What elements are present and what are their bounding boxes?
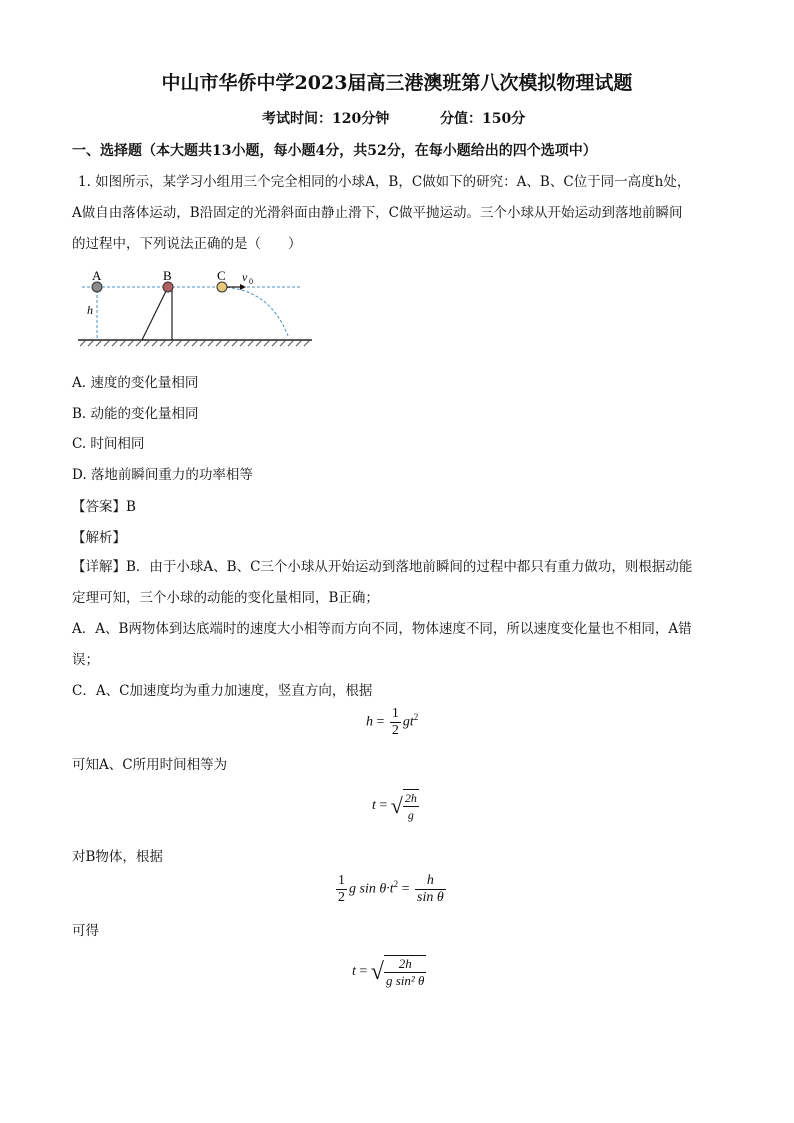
option-c: C. 时间相同 xyxy=(72,436,145,452)
label-b: B xyxy=(163,268,172,283)
ball-a xyxy=(92,282,102,292)
ground-hatching xyxy=(80,340,310,346)
f1-num: 1 xyxy=(391,706,399,721)
formula-b xyxy=(334,873,448,906)
f2-lhs: t xyxy=(372,798,376,814)
label-c: C xyxy=(217,268,226,283)
f4-eq: = xyxy=(359,964,368,980)
label-a: A xyxy=(92,268,102,283)
exam-score: 分值：150分 xyxy=(440,111,526,127)
question-line-3: 的过程中，下列说法正确的是（ ） xyxy=(72,236,302,252)
f3-sup: 2 xyxy=(393,879,399,890)
label-v-sub: 0 xyxy=(249,277,253,286)
f1-sup: 2 xyxy=(413,712,419,723)
formula-t1 xyxy=(372,789,421,823)
explanation-line-5: C．A、C加速度均为重力加速度，竖直方向，根据 xyxy=(72,683,373,699)
label-v: v xyxy=(242,270,248,284)
f4-num: 2h xyxy=(384,956,426,973)
f2-frac xyxy=(403,789,419,823)
explanation-line-4: 误； xyxy=(72,652,99,668)
option-d: D. 落地前瞬间重力的功率相等 xyxy=(72,467,253,483)
explanation-line-1: 【详解】B．由于小球A、B、C三个小球从开始运动到落地前瞬间的过程中都只有重力做功，则根据动能 xyxy=(72,559,693,575)
ball-c xyxy=(217,282,227,292)
sqrt-sign: √ xyxy=(390,793,403,818)
f2-num: 2h xyxy=(404,791,417,805)
f1-lhs: h xyxy=(366,714,373,730)
option-a: A. 速度的变化量相同 xyxy=(72,375,199,391)
projectile-path-c xyxy=(222,287,288,336)
f1-rhs: gt xyxy=(402,714,414,730)
page-title: 中山市华侨中学2023届高三港澳班第八次模拟物理试题 xyxy=(161,72,633,94)
incline-slope xyxy=(142,287,168,340)
f4-den: g sin² θ xyxy=(385,973,425,988)
f3-num1: 1 xyxy=(338,873,345,888)
velocity-arrowhead xyxy=(240,284,246,290)
explanation-line-6: 可知A、C所用时间相等为 xyxy=(72,757,228,773)
f3-frac1 xyxy=(336,873,347,906)
f1-frac xyxy=(390,706,401,739)
f2-den: g xyxy=(407,808,414,822)
option-b: B. 动能的变化量相同 xyxy=(72,406,199,422)
f1-eq: = xyxy=(376,714,385,730)
formula-t2 xyxy=(352,955,428,989)
formula-h xyxy=(366,706,418,739)
explanation-line-8: 可得 xyxy=(72,923,99,939)
f4-frac xyxy=(384,955,426,989)
question-line-1: 1. 如图所示，某学习小组用三个完全相同的小球A，B，C做如下的研究：A、B、C位于同一高度h处， xyxy=(78,174,691,190)
explanation-line-2: 定理可知，三个小球的动能的变化量相同，B正确； xyxy=(72,590,379,606)
f3-den2: sin θ xyxy=(417,890,444,905)
explanation-line-7: 对B物体，根据 xyxy=(72,849,163,865)
section-heading: 一、选择题（本大题共13小题，每小题4分，共52分，在每小题给出的四个选项中） xyxy=(72,143,597,159)
sqrt-sign-2: √ xyxy=(370,958,384,985)
explanation-line-3: A．A、B两物体到达底端时的速度大小相等而方向不同，物体速度不同，所以速度变化量也不相同，A错 xyxy=(72,621,692,637)
label-h: h xyxy=(87,303,93,317)
analysis-label: 【解析】 xyxy=(72,530,126,546)
f3-frac2 xyxy=(415,873,446,906)
physics-figure xyxy=(70,266,320,354)
question-line-2: A做自由落体运动，B沿固定的光滑斜面由静止滑下，C做平抛运动。三个小球从开始运动到落地前瞬间 xyxy=(72,205,683,221)
exam-time: 考试时间：120分钟 xyxy=(262,111,390,127)
f3-den1: 2 xyxy=(338,890,345,905)
f3-eq: = xyxy=(401,881,410,897)
f3-mid: g sin θ·t xyxy=(349,881,394,897)
f3-num2: h xyxy=(415,873,446,890)
answer: 【答案】B xyxy=(72,499,136,515)
f2-eq: = xyxy=(379,798,388,814)
f4-lhs: t xyxy=(352,964,356,980)
f1-den: 2 xyxy=(391,723,399,738)
ball-b xyxy=(163,282,173,292)
